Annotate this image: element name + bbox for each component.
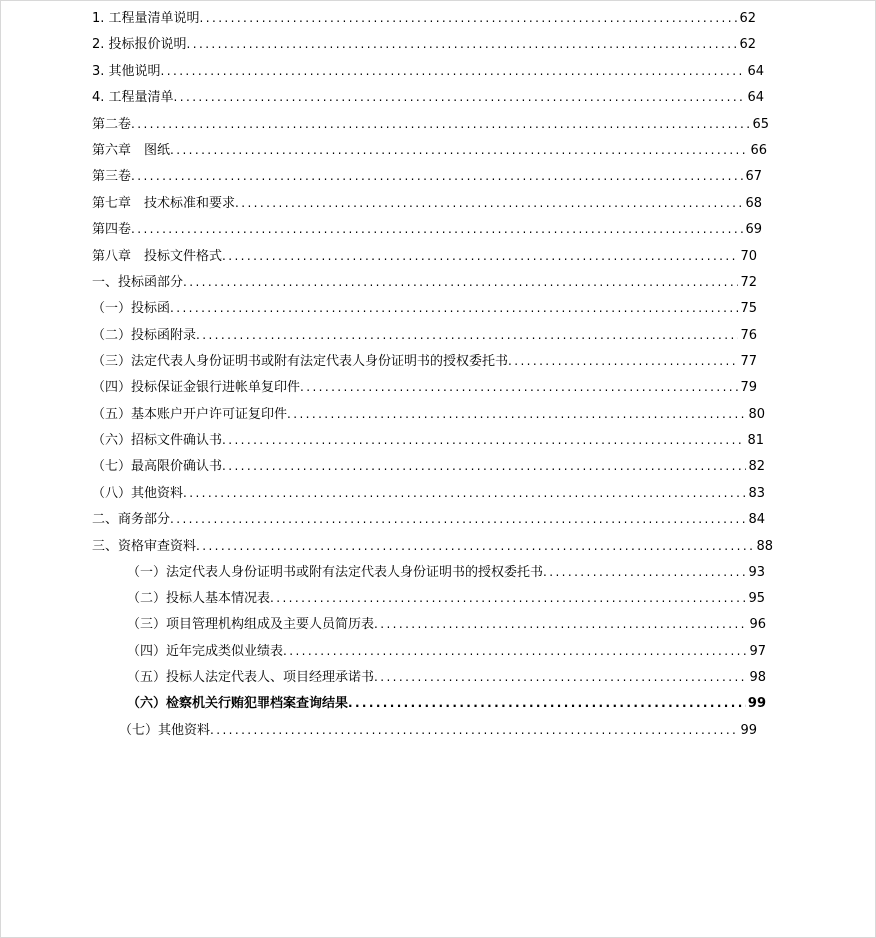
toc-entry[interactable]: [119, 721, 757, 740]
toc-entry[interactable]: [92, 431, 764, 450]
toc-entry[interactable]: [92, 537, 773, 556]
toc-entry-title: （一）法定代表人身份证明书或附有法定代表人身份证明书的授权委托书: [127, 565, 544, 580]
toc-entry-page: 96: [749, 617, 766, 632]
toc-entry-page: 95: [748, 591, 765, 606]
toc-entry[interactable]: [92, 115, 769, 134]
toc-entry-title: （二）投标函附录: [92, 328, 197, 343]
toc-entry-page: 77: [740, 354, 757, 369]
toc-dot-leader: [170, 510, 746, 528]
toc-entry[interactable]: [92, 378, 757, 397]
toc-entry[interactable]: [92, 62, 764, 81]
toc-entry-title: （五）基本账户开户许可证复印件: [92, 407, 288, 422]
toc-entry[interactable]: [92, 9, 756, 28]
toc-entry[interactable]: [92, 299, 757, 318]
toc-entry-title: 一、投标函部分: [92, 275, 184, 290]
toc-dot-leader: [508, 352, 738, 370]
toc-dot-leader: [222, 457, 746, 475]
toc-entry[interactable]: [127, 563, 765, 582]
toc-entry[interactable]: [127, 615, 766, 634]
toc-entry[interactable]: [127, 668, 766, 687]
toc-dot-leader: [374, 615, 747, 633]
toc-entry-title: （七）其他资料: [119, 723, 211, 738]
toc-entry-title: 三、资格审查资料: [92, 539, 197, 554]
toc-entry-page: 88: [756, 539, 773, 554]
toc-entry-title: 二、商务部分: [92, 512, 171, 527]
toc-entry-page: 69: [745, 222, 762, 237]
toc-entry-page: 80: [748, 407, 765, 422]
toc-dot-leader: [235, 194, 743, 212]
toc-entry[interactable]: [92, 484, 765, 503]
toc-dot-leader: [170, 299, 738, 317]
toc-entry-title: 第三卷: [92, 169, 132, 184]
toc-dot-leader: [161, 62, 746, 80]
toc-entry-title: （一）投标函: [92, 301, 171, 316]
toc-entry-title: 第二卷: [92, 117, 132, 132]
toc-entry[interactable]: [92, 247, 757, 266]
toc-dot-leader: [170, 141, 748, 159]
toc-entry[interactable]: [127, 589, 765, 608]
toc-entry-title: 第七章 技术标准和要求: [92, 196, 236, 211]
toc-entry[interactable]: [92, 167, 762, 186]
toc-entry[interactable]: [92, 141, 767, 160]
toc-entry-title: （四）投标保证金银行进帐单复印件: [92, 380, 301, 395]
toc-entry-title: 4. 工程量清单: [92, 90, 174, 105]
toc-dot-leader: [222, 431, 745, 449]
toc-entry-title: （八）其他资料: [92, 486, 184, 501]
toc-entry-page: 72: [740, 275, 757, 290]
toc-entry-page: 65: [752, 117, 769, 132]
toc-entry[interactable]: [127, 642, 766, 661]
toc-dot-leader: [131, 167, 743, 185]
toc-entry-page: 66: [750, 143, 767, 158]
toc-entry-title: （六）招标文件确认书: [92, 433, 223, 448]
toc-entry-title: 3. 其他说明: [92, 64, 161, 79]
toc-entry[interactable]: [92, 405, 765, 424]
toc-entry-page: 97: [749, 644, 766, 659]
toc-entry-page: 99: [740, 723, 757, 738]
toc-entry-title: 第六章 图纸: [92, 143, 171, 158]
toc-entry-page: 81: [747, 433, 764, 448]
toc-entry[interactable]: [127, 694, 766, 713]
toc-entry[interactable]: [92, 326, 757, 345]
toc-entry-page: 82: [748, 459, 765, 474]
toc-entry-title: （三）项目管理机构组成及主要人员简历表: [127, 617, 375, 632]
toc-entry[interactable]: [92, 510, 765, 529]
toc-dot-leader: [300, 378, 738, 396]
toc-entry[interactable]: [92, 194, 762, 213]
toc-entry-title: （二）投标人基本情况表: [127, 591, 271, 606]
toc-entry-title: 第八章 投标文件格式: [92, 249, 223, 264]
toc-entry-title: （六）检察机关行贿犯罪档案查询结果: [127, 696, 349, 711]
toc-dot-leader: [287, 405, 746, 423]
toc-dot-leader: [210, 721, 738, 739]
toc-dot-leader: [222, 247, 738, 265]
toc-entry-page: 64: [747, 90, 764, 105]
toc-entry-page: 64: [747, 64, 764, 79]
toc-dot-leader: [200, 9, 738, 27]
toc-dot-leader: [196, 537, 754, 555]
toc-entry-page: 75: [740, 301, 757, 316]
toc-entry-title: （三）法定代表人身份证明书或附有法定代表人身份证明书的授权委托书: [92, 354, 509, 369]
toc-dot-leader: [543, 563, 746, 581]
toc-entry-page: 67: [745, 169, 762, 184]
toc-entry[interactable]: [92, 88, 764, 107]
toc-entry-page: 70: [740, 249, 757, 264]
toc-dot-leader: [196, 326, 738, 344]
toc-entry-page: 62: [739, 37, 756, 52]
toc-dot-leader: [348, 694, 746, 712]
toc-entry-page: 68: [745, 196, 762, 211]
toc-dot-leader: [270, 589, 746, 607]
toc-entry-title: 第四卷: [92, 222, 132, 237]
toc-entry-page: 98: [749, 670, 766, 685]
toc-dot-leader: [374, 668, 747, 686]
toc-dot-leader: [283, 642, 747, 660]
toc-entry-page: 84: [748, 512, 765, 527]
toc-entry-page: 93: [748, 565, 765, 580]
toc-dot-leader: [131, 220, 743, 238]
toc-entry-page: 76: [740, 328, 757, 343]
toc-entry-title: （四）近年完成类似业绩表: [127, 644, 284, 659]
toc-dot-leader: [183, 484, 746, 502]
toc-dot-leader: [183, 273, 738, 291]
toc-dot-leader: [131, 115, 750, 133]
toc-entry[interactable]: [92, 352, 757, 371]
toc-entry-title: （五）投标人法定代表人、项目经理承诺书: [127, 670, 375, 685]
toc-entry-page: 62: [739, 11, 756, 26]
toc-dot-leader: [174, 88, 746, 106]
toc-entry-page: 83: [748, 486, 765, 501]
toc-dot-leader: [187, 35, 738, 53]
toc-entry-page: 99: [747, 696, 766, 711]
toc-entry[interactable]: [92, 220, 762, 239]
toc-entry-title: （七）最高限价确认书: [92, 459, 223, 474]
toc-entry[interactable]: [92, 457, 765, 476]
toc-entry[interactable]: [92, 35, 756, 54]
toc-entry-page: 79: [740, 380, 757, 395]
toc-entry[interactable]: [92, 273, 757, 292]
toc-entry-title: 2. 投标报价说明: [92, 37, 187, 52]
toc-entry-title: 1. 工程量清单说明: [92, 11, 200, 26]
